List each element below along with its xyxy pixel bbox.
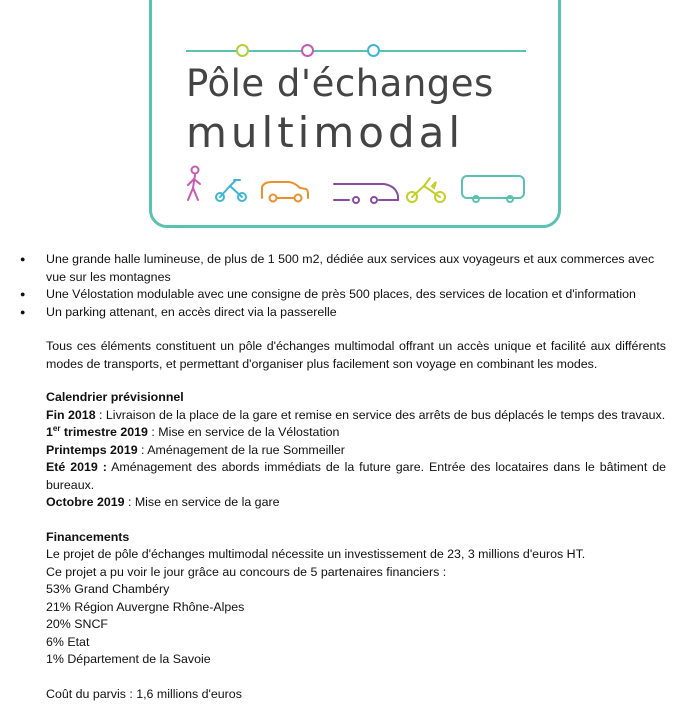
- calendar-item: 1er trimestre 2019 : Mise en service de la Vélostation: [46, 424, 340, 439]
- calendar-item: Printemps 2019 : Aménagement de la rue Sommeiller: [46, 442, 345, 457]
- logo-title: Pôle d'échanges: [186, 62, 494, 105]
- calendar-item: Fin 2018 : Livraison de la place de la gare et remise en service des arrêts de bus déplacés le temps des travaux.: [46, 407, 666, 422]
- financing-line: Ce projet a pu voir le jour grâce au concours de 5 partenaires financiers :: [46, 564, 447, 579]
- document-body: [46, 251, 666, 703]
- list-item: ● Une Vélostation modulable avec une consigne de près 500 places, des services de location et d'information: [46, 286, 666, 304]
- financing-title: Financements: [46, 529, 130, 544]
- feature-list: [46, 251, 666, 321]
- logo-subtitle: multimodal: [186, 108, 465, 157]
- calendar-item: Octobre 2019 : Mise en service de la gare: [46, 495, 280, 509]
- scooter-icon: [216, 180, 246, 201]
- logo-dot-pink: [301, 44, 314, 57]
- car-icon: [262, 182, 308, 202]
- bus-icon: [462, 176, 524, 202]
- calendar-title: Calendrier prévisionnel: [46, 390, 184, 404]
- tram-icon: [334, 184, 398, 203]
- calendar-item: Eté 2019 : Aménagement des abords immédiats de la future gare. Entrée des locataires dans le bâtiment de bureaux.: [46, 460, 666, 492]
- transport-icons: [184, 160, 529, 210]
- ebike-icon: [407, 178, 445, 202]
- partner-item: 53% Grand Chambéry: [46, 582, 170, 596]
- intro-paragraph: Tous ces éléments constituent un pôle d'échanges multimodal offrant un accès unique et facilité aux différents modes de transports, et permettant d'organiser plus facilement son voyage en combinant les modes.: [46, 339, 666, 371]
- logo-dot-blue: [367, 44, 380, 57]
- partner-item: 21% Région Auvergne Rhône-Alpes: [46, 599, 245, 614]
- parvis-cost: Coût du parvis : 1,6 millions d'euros: [46, 686, 242, 701]
- partner-item: 1% Département de la Savoie: [46, 652, 211, 666]
- partner-item: 6% Etat: [46, 634, 90, 649]
- logo-dot-green: [236, 44, 249, 57]
- pedestrian-icon: [188, 167, 200, 201]
- list-item: ● Un parking attenant, en accès direct via la passerelle: [46, 304, 666, 322]
- partner-item: 20% SNCF: [46, 617, 108, 631]
- financing-line: Le projet de pôle d'échanges multimodal nécessite un investissement de 23, 3 millions d'euros HT.: [46, 547, 586, 561]
- list-item: ● Une grande halle lumineuse, de plus de 1 500 m2, dédiée aux services aux voyageurs et aux commerces avec vue sur les montagnes: [46, 251, 666, 286]
